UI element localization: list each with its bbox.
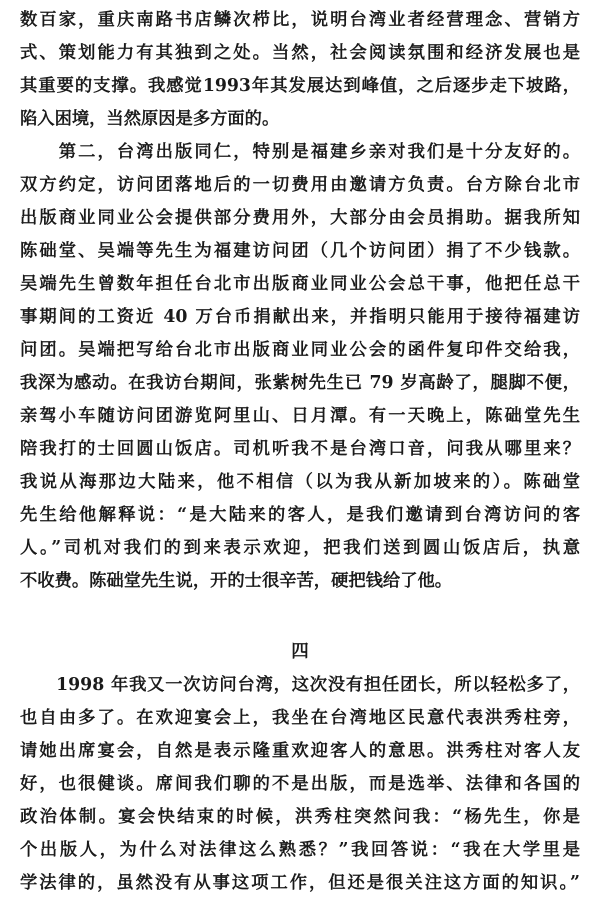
text-line: 好，也很健谈。席间我们聊的不是出版，而是选举、法律和各国的 (20, 774, 580, 794)
text-line: 双方约定，访问团落地后的一切费用由邀请方负责。台方除台北市 (20, 175, 580, 195)
text-line: 个出版人，为什么对法律这么熟悉？”我回答说：“我在大学里是 (20, 840, 580, 860)
text-line: 也自由多了。在欢迎宴会上，我坐在台湾地区民意代表洪秀柱旁， (20, 708, 580, 728)
text-line: 不收费。陈础堂先生说，开的士很辛苦，硬把钱给了他。 (20, 571, 453, 591)
text-line: 人。”司机对我们的到来表示欢迎，把我们送到圆山饭店后，执意 (20, 538, 580, 558)
text-line: 学法律的，虽然没有从事这项工作，但还是很关注这方面的知识。” (20, 873, 580, 893)
text-line: 吴端先生曾数年担任台北市出版商业同业公会总干事，他把任总干 (20, 274, 580, 294)
text-line: 我说从海那边大陆来，他不相信（以为我从新加坡来的）。陈础堂 (20, 472, 580, 492)
text-line: 数百家，重庆南路书店鳞次栉比，说明台湾业者经营理念、营销方 (20, 10, 580, 30)
section-heading: 四 (291, 642, 309, 662)
text-line: 我深为感动。在我访台期间，张紫树先生已 79 岁高龄了，腿脚不便， (20, 373, 580, 393)
text-line: 请她出席宴会，自然是表示隆重欢迎客人的意思。洪秀柱对客人友 (20, 741, 580, 761)
paragraph-second-point (20, 136, 580, 598)
text-line: 第二，台湾出版同仁，特别是福建乡亲对我们是十分友好的。 (20, 142, 580, 162)
text-line: 问团。吴端把写给台北市出版商业同业公会的函件复印件交给我， (20, 340, 580, 360)
text-line: 事期间的工资近 40 万台币捐献出来，并指明只能用于接待福建访 (20, 307, 580, 327)
text-line: 式、策划能力有其独到之处。当然，社会阅读氛围和经济发展也是 (20, 43, 580, 63)
text-line: 陷入困境，当然原因是多方面的。 (20, 109, 280, 129)
text-line: 亲驾小车随访问团游览阿里山、日月潭。有一天晚上，陈础堂先生 (20, 406, 580, 426)
text-line: 陪我打的士回圆山饭店。司机听我不是台湾口音，问我从哪里来？ (20, 439, 580, 459)
text-line: 1998 年我又一次访问台湾，这次没有担任团长，所以轻松多了， (20, 675, 580, 695)
section-gap (20, 598, 580, 636)
paragraph-section-four (20, 669, 580, 900)
text-line: 陈础堂、吴端等先生为福建访问团（几个访问团）捐了不少钱款。 (20, 241, 580, 261)
text-line: 出版商业同业公会提供部分费用外，大部分由会员捐助。据我所知 (20, 208, 580, 228)
book-page (20, 4, 580, 900)
paragraph-section-one-tail (20, 4, 580, 136)
text-line: 先生给他解释说：“是大陆来的客人，是我们邀请到台湾访问的客 (20, 505, 580, 525)
text-line: 政治体制。宴会快结束的时候，洪秀柱突然问我：“杨先生，你是 (20, 807, 580, 827)
text-line: 其重要的支撑。我感觉1993年其发展达到峰值，之后逐步走下坡路， (20, 76, 580, 96)
